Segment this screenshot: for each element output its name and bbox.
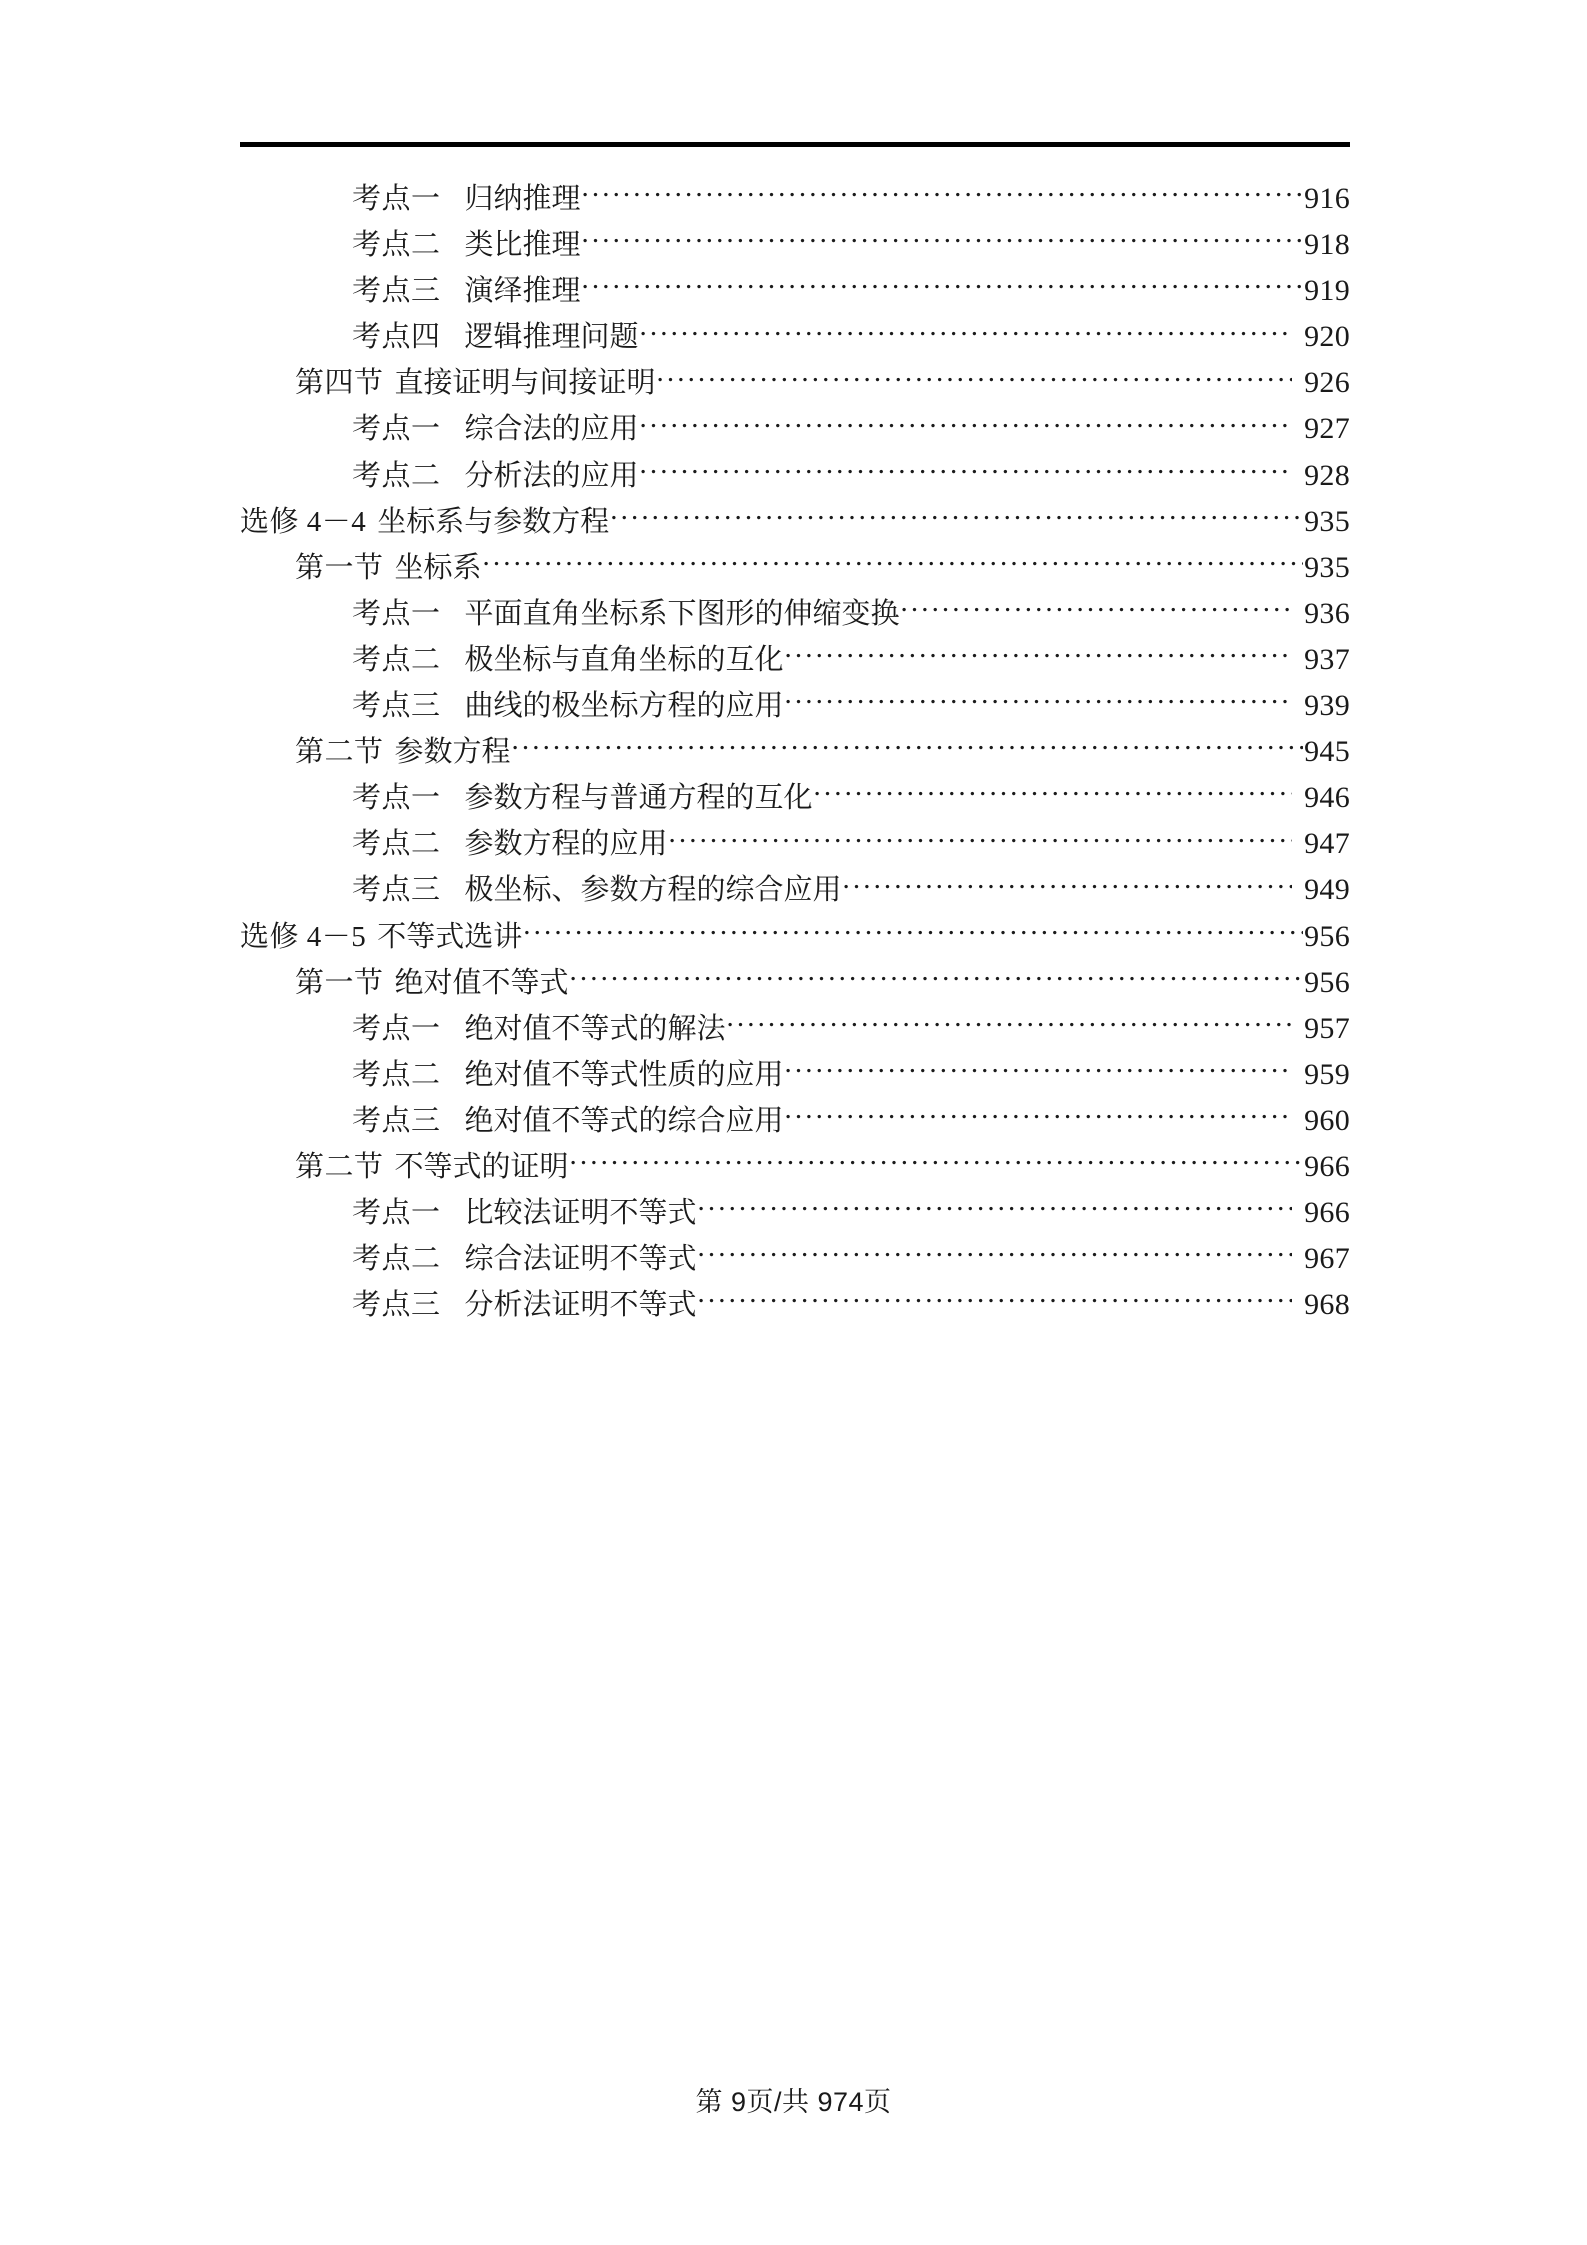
toc-leader-dots [582, 179, 1304, 208]
toc-entry-title: 类比推理 [464, 229, 581, 262]
toc-entry-page-number: 927 [1304, 412, 1350, 446]
toc-entry[interactable] [240, 683, 1350, 729]
toc-entry-page-number: 937 [1304, 642, 1350, 676]
toc-entry-title: 平面直角坐标系下图形的伸缩变换 [464, 597, 900, 630]
toc-entry-page-number: 968 [1304, 1288, 1350, 1322]
toc-entry[interactable] [240, 1144, 1350, 1190]
toc-leader-dots [698, 1193, 1293, 1222]
toc-entry[interactable] [240, 637, 1350, 683]
toc-entry-number: 第二节 [295, 736, 384, 769]
page-footer: 第 9页/共 974页 [695, 2087, 892, 2117]
toc-entry[interactable] [240, 222, 1350, 268]
toc-entry[interactable] [240, 960, 1350, 1006]
toc-entry-page-number: 920 [1304, 320, 1350, 354]
toc-entry[interactable] [240, 1052, 1350, 1098]
toc-entry-title: 极坐标、参数方程的综合应用 [464, 874, 842, 907]
toc-entry-page-number: 949 [1304, 873, 1350, 907]
toc-entry-title: 分析法的应用 [464, 459, 639, 492]
toc-leader-dots [582, 271, 1304, 300]
toc-leader-dots [570, 1147, 1304, 1176]
toc-leader-dots [570, 963, 1304, 992]
toc-entry-page-number: 935 [1304, 550, 1350, 584]
toc-entry-title: 不等式的证明 [394, 1150, 569, 1183]
toc-entry-page-number: 966 [1304, 1196, 1350, 1230]
toc-entry-number: 考点一 [352, 413, 441, 446]
toc-entry-page-number: 939 [1304, 689, 1350, 723]
toc-entry-number: 考点二 [352, 1058, 441, 1091]
toc-entry[interactable] [240, 591, 1350, 637]
toc-entry-title: 坐标系与参数方程 [377, 505, 610, 538]
toc-entry-page-number: 945 [1304, 735, 1350, 769]
toc-entry-page-number: 928 [1304, 458, 1350, 492]
toc-entry-number: 考点三 [352, 690, 441, 723]
toc-entry-page-number: 956 [1304, 919, 1350, 953]
toc-entry-title: 坐标系 [394, 551, 482, 584]
toc-entry[interactable] [240, 821, 1350, 867]
toc-entry-title: 综合法的应用 [464, 413, 639, 446]
toc-entry-number: 考点一 [352, 782, 441, 815]
toc-entry-title: 直接证明与间接证明 [394, 367, 656, 400]
toc-leader-dots [698, 1285, 1293, 1314]
toc-entry-page-number: 947 [1304, 827, 1350, 861]
toc-entry-number: 考点二 [352, 643, 441, 676]
toc-entry-title: 绝对值不等式性质的应用 [464, 1058, 784, 1091]
toc-entry[interactable] [240, 914, 1350, 960]
toc-leader-dots [901, 594, 1293, 623]
toc-entry-title: 比较法证明不等式 [464, 1197, 697, 1230]
toc-leader-dots [843, 870, 1293, 899]
toc-entry-title: 参数方程的应用 [464, 828, 668, 861]
toc-entry-page-number: 960 [1304, 1103, 1350, 1137]
toc-entry-number: 考点一 [352, 1012, 441, 1045]
toc-entry-page-number: 957 [1304, 1011, 1350, 1045]
toc-entry-page-number: 926 [1304, 366, 1350, 400]
toc-entry[interactable] [240, 867, 1350, 913]
toc-entry-page-number: 967 [1304, 1242, 1350, 1276]
toc-entry-number: 考点三 [352, 874, 441, 907]
toc-leader-dots [785, 1055, 1293, 1084]
toc-entry-title: 分析法证明不等式 [464, 1289, 697, 1322]
toc-entry-page-number: 959 [1304, 1057, 1350, 1091]
toc-leader-dots [483, 548, 1304, 577]
toc-entry-title: 不等式选讲 [377, 920, 523, 953]
toc-entry[interactable] [240, 775, 1350, 821]
toc-entry-number: 考点一 [352, 183, 441, 215]
toc-entry-number: 第一节 [295, 966, 384, 999]
toc-entry-number: 第四节 [295, 367, 384, 400]
toc-leader-dots [582, 225, 1304, 254]
toc-entry-page-number: 935 [1304, 504, 1350, 538]
toc-entry-number: 考点二 [352, 459, 441, 492]
toc-entry-title: 绝对值不等式的解法 [464, 1012, 726, 1045]
toc-entry[interactable] [240, 729, 1350, 775]
toc-entry-title: 曲线的极坐标方程的应用 [464, 690, 784, 723]
toc-entry-number: 考点二 [352, 229, 441, 262]
toc-entry-number: 考点二 [352, 828, 441, 861]
toc-entry-title: 参数方程与普通方程的互化 [464, 782, 813, 815]
toc-entry-number: 考点一 [352, 1197, 441, 1230]
toc-entry[interactable] [240, 1236, 1350, 1282]
toc-entry[interactable] [240, 176, 1350, 222]
toc-entry-title: 演绎推理 [464, 275, 581, 308]
toc-entry-title: 绝对值不等式 [394, 966, 569, 999]
toc-entry-page-number: 956 [1304, 965, 1350, 999]
toc-entry-page-number: 946 [1304, 781, 1350, 815]
toc-entry-number: 考点一 [352, 597, 441, 630]
toc-leader-dots [785, 640, 1293, 669]
toc-entry-page-number: 919 [1304, 274, 1350, 308]
toc-entry[interactable] [240, 1098, 1350, 1144]
toc-leader-dots [785, 1101, 1293, 1130]
toc-entry-number: 考点三 [352, 1104, 441, 1137]
toc-entry-number: 考点二 [352, 1243, 441, 1276]
toc-entry-title: 逻辑推理问题 [464, 321, 639, 354]
toc-leader-dots [814, 778, 1293, 807]
toc-entry-page-number: 936 [1304, 596, 1350, 630]
toc-leader-dots [610, 502, 1303, 531]
toc-leader-dots [523, 917, 1303, 946]
toc-entry[interactable] [240, 1006, 1350, 1052]
toc-entry-number: 第二节 [295, 1150, 384, 1183]
toc-leader-dots [640, 456, 1293, 485]
toc-entry[interactable] [240, 268, 1350, 314]
toc-entry[interactable] [240, 1190, 1350, 1236]
toc-leader-dots [640, 317, 1293, 346]
toc-entry[interactable] [240, 453, 1350, 499]
toc-entry-number: 第一节 [295, 551, 384, 584]
toc-entry[interactable] [240, 314, 1350, 360]
toc-entry[interactable] [240, 1282, 1350, 1328]
toc-entry[interactable] [240, 360, 1350, 406]
toc-entry-number: 考点三 [352, 1289, 441, 1322]
toc-leader-dots [657, 363, 1293, 392]
toc-entry-title: 综合法证明不等式 [464, 1243, 697, 1276]
toc-entry-number: 选修 4－5 [240, 920, 367, 953]
toc-entry-page-number: 966 [1304, 1149, 1350, 1183]
toc-entry-number: 选修 4－4 [240, 505, 367, 538]
header-rule [240, 142, 1350, 147]
toc-entry-title: 极坐标与直角坐标的互化 [464, 643, 784, 676]
toc-entry[interactable] [240, 499, 1350, 545]
toc-list [240, 176, 1350, 1328]
toc-leader-dots [669, 824, 1293, 853]
toc-entry-title: 归纳推理 [464, 183, 581, 215]
toc-leader-dots [727, 1009, 1293, 1038]
toc-entry-title: 参数方程 [394, 736, 511, 769]
toc-leader-dots [698, 1239, 1293, 1268]
toc-leader-dots [640, 409, 1293, 438]
toc-entry[interactable] [240, 406, 1350, 452]
toc-entry-number: 考点三 [352, 275, 441, 308]
toc-leader-dots [785, 686, 1293, 715]
toc-entry-page-number: 916 [1304, 182, 1350, 215]
toc-entry[interactable] [240, 545, 1350, 591]
toc-entry-number: 考点四 [352, 321, 441, 354]
toc-leader-dots [512, 732, 1304, 761]
toc-entry-page-number: 918 [1304, 228, 1350, 262]
toc-entry-title: 绝对值不等式的综合应用 [464, 1104, 784, 1137]
